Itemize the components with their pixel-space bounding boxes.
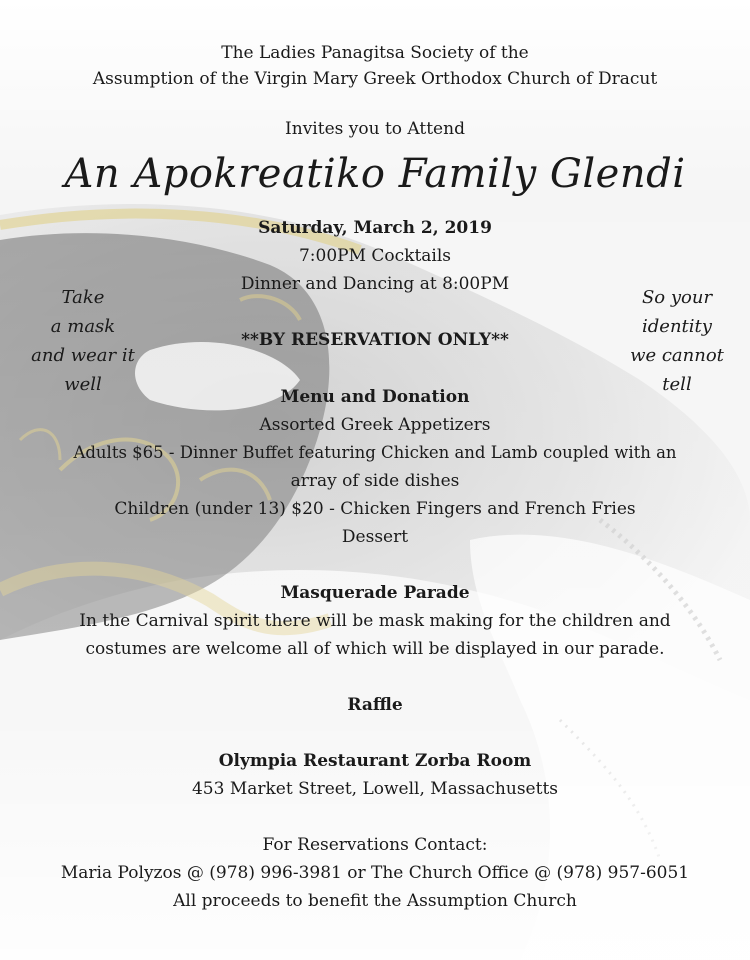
venue-address: 453 Market Street, Lowell, Massachusetts	[191, 779, 558, 799]
organizer-line-2: Assumption of the Virgin Mary Greek Orthodox Church of Dracut	[92, 69, 658, 89]
reservation-note: **BY RESERVATION ONLY**	[241, 330, 509, 350]
menu-item: Adults $65 - Dinner Buffet featuring Chicken and Lamb coupled with an	[73, 443, 677, 462]
parade-line: costumes are welcome all of which will be displayed in our parade.	[85, 639, 665, 659]
menu-item: Assorted Greek Appetizers	[259, 415, 491, 435]
event-cocktails: 7:00PM Cocktails	[298, 246, 452, 266]
contact-heading: For Reservations Contact:	[262, 835, 488, 855]
left-verse-line: well	[64, 374, 102, 395]
menu-item: Dessert	[341, 527, 409, 547]
right-verse-line: we cannot	[630, 345, 724, 366]
menu-heading: Menu and Donation	[280, 387, 470, 407]
contact-details: Maria Polyzos @ (978) 996-3981 or The Church Office @ (978) 957-6051	[60, 863, 690, 883]
event-title: An Apokreatiko Family Glendi	[64, 151, 686, 197]
left-verse-line: and wear it	[31, 345, 135, 366]
organizer-line-1: The Ladies Panagitsa Society of the	[221, 43, 529, 63]
menu-item: Children (under 13) $20 - Chicken Fingers and French Fries	[114, 499, 636, 519]
venue-name: Olympia Restaurant Zorba Room	[218, 751, 532, 771]
left-verse-line: Take	[61, 287, 105, 308]
left-side-verse	[18, 283, 148, 399]
parade-heading: Masquerade Parade	[280, 583, 470, 603]
event-date: Saturday, March 2, 2019	[258, 218, 492, 238]
invite-text: Invites you to Attend	[285, 119, 465, 139]
benefit-note: All proceeds to benefit the Assumption Church	[173, 891, 577, 911]
right-side-verse	[612, 283, 742, 399]
event-dinner: Dinner and Dancing at 8:00PM	[240, 274, 510, 294]
right-verse-line: identity	[642, 316, 712, 337]
raffle-heading: Raffle	[347, 695, 403, 715]
menu-item: array of side dishes	[290, 471, 460, 491]
right-verse-line: So your	[641, 287, 713, 308]
left-verse-line: a mask	[50, 316, 116, 337]
parade-line: In the Carnival spirit there will be mask making for the children and	[79, 611, 671, 631]
right-verse-line: tell	[662, 374, 692, 395]
